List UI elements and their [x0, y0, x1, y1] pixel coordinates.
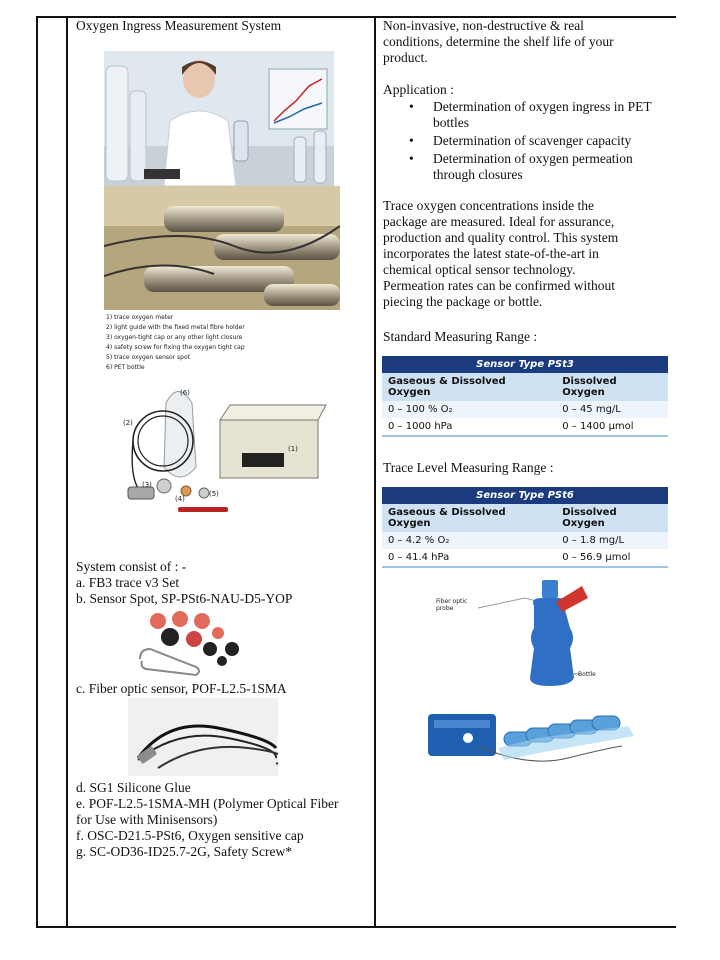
trace-range-heading: Trace Level Measuring Range : [383, 460, 554, 475]
legend-list [106, 313, 245, 373]
col-header: Dissolved Oxygen [562, 507, 617, 529]
system-item-c: c. Fiber optic sensor, POF-L2.5-1SMA [76, 681, 287, 696]
callout-3: (3) [142, 481, 152, 489]
table-left-border [36, 16, 38, 928]
cell: 0 – 4.2 % O₂ [388, 535, 450, 546]
system-heading: System consist of : - [76, 559, 187, 574]
application-item [385, 99, 665, 131]
table-col-divider-1 [66, 16, 68, 928]
trace-range-table [382, 487, 668, 568]
scientist-photo [104, 51, 334, 186]
intro-line: Non-invasive, non-destructive & real [383, 18, 584, 33]
meter-bottles-diagram [408, 708, 642, 774]
table-title: Sensor Type PSt3 [382, 356, 668, 373]
cell: 0 – 56.9 µmol [562, 552, 631, 563]
legend-item: 2) light guide with the fixed metal fibre holder [106, 324, 245, 331]
col-header: Gaseous & Dissolved Oxygen [388, 376, 506, 398]
system-item-e: e. POF-L2.5-1SMA-MH (Polymer Optical Fiber [76, 796, 339, 811]
application-item-label: Determination of scavenger capacity [433, 133, 632, 148]
paragraph-line: Trace oxygen concentrations inside the [383, 198, 594, 213]
cell: 0 – 1000 hPa [388, 421, 453, 432]
cell: 0 – 1400 µmol [562, 421, 634, 432]
cell: 0 – 41.4 hPa [388, 552, 450, 563]
table-bottom-border [36, 926, 676, 928]
application-heading: Application : [383, 82, 454, 97]
system-item-a: a. FB3 trace v3 Set [76, 575, 180, 590]
legend-item: 3) oxygen-tight cap or any other light closure [106, 334, 243, 341]
standard-range-table [382, 356, 668, 437]
right-intro [383, 18, 668, 66]
legend-item: 1) trace oxygen meter [106, 314, 174, 321]
left-heading: Oxygen Ingress Measurement System [76, 18, 282, 33]
paragraph-line: incorporates the latest state-of-the-art in [383, 246, 599, 261]
application-item-label: Determination of oxygen ingress in PET bottles [433, 99, 652, 130]
standard-range-heading: Standard Measuring Range : [383, 329, 538, 344]
application-item [385, 151, 665, 183]
application-list [385, 99, 665, 183]
fiber-cable-photo [128, 698, 278, 776]
cell: 0 – 1.8 mg/L [562, 535, 625, 546]
cell: 0 – 45 mg/L [562, 404, 621, 415]
paragraph-line: piecing the package or bottle. [383, 294, 543, 309]
col-header: Dissolved Oxygen [562, 376, 617, 398]
legend-item: 5) trace oxygen sensor spot [106, 354, 191, 361]
paragraph-line: production and quality control. This system [383, 230, 619, 245]
callout-5: (5) [209, 490, 219, 498]
system-item-g: g. SC-OD36-ID25.7-2G, Safety Screw* [76, 844, 292, 859]
trace-paragraph [383, 198, 673, 310]
paragraph-line: package are measured. Ideal for assurance, [383, 214, 615, 229]
callout-4: (4) [175, 495, 185, 503]
system-list [76, 559, 292, 607]
callout-2: (2) [123, 419, 133, 427]
callout-6: (6) [180, 389, 190, 397]
application-item-label: Determination of oxygen permeation through closures [433, 151, 633, 182]
legend-item: 4) safety screw for fixing the oxygen tight cap [106, 344, 245, 351]
table-title: Sensor Type PSt6 [382, 487, 668, 504]
intro-line: product. [383, 50, 428, 65]
callout-1: (1) [288, 445, 298, 453]
table-col-divider-2 [374, 16, 376, 928]
paragraph-line: chemical optical sensor technology. [383, 262, 576, 277]
intro-line: conditions, determine the shelf life of your [383, 34, 614, 49]
system-item-d: d. SG1 Silicone Glue [76, 780, 191, 795]
system-item-e-cont: for Use with Minisensors) [76, 812, 218, 827]
legend-item: 6) PET bottle [106, 364, 145, 371]
paragraph-line: Permeation rates can be confirmed without [383, 278, 616, 293]
cell: 0 – 100 % O₂ [388, 404, 453, 415]
bottles-sensor-photo [104, 186, 340, 310]
system-list-cont [76, 780, 338, 860]
application-item [385, 133, 665, 149]
col-header: Gaseous & Dissolved Oxygen [388, 507, 506, 529]
system-item-b: b. Sensor Spot, SP-PSt6-NAU-D5-YOP [76, 591, 293, 606]
sensor-spots-photo [136, 609, 254, 677]
fiber-probe-label: Fiber optic probe [436, 598, 468, 612]
system-item-f: f. OSC-D21.5-PSt6, Oxygen sensitive cap [76, 828, 304, 843]
bottle-label: Bottle [578, 671, 596, 678]
